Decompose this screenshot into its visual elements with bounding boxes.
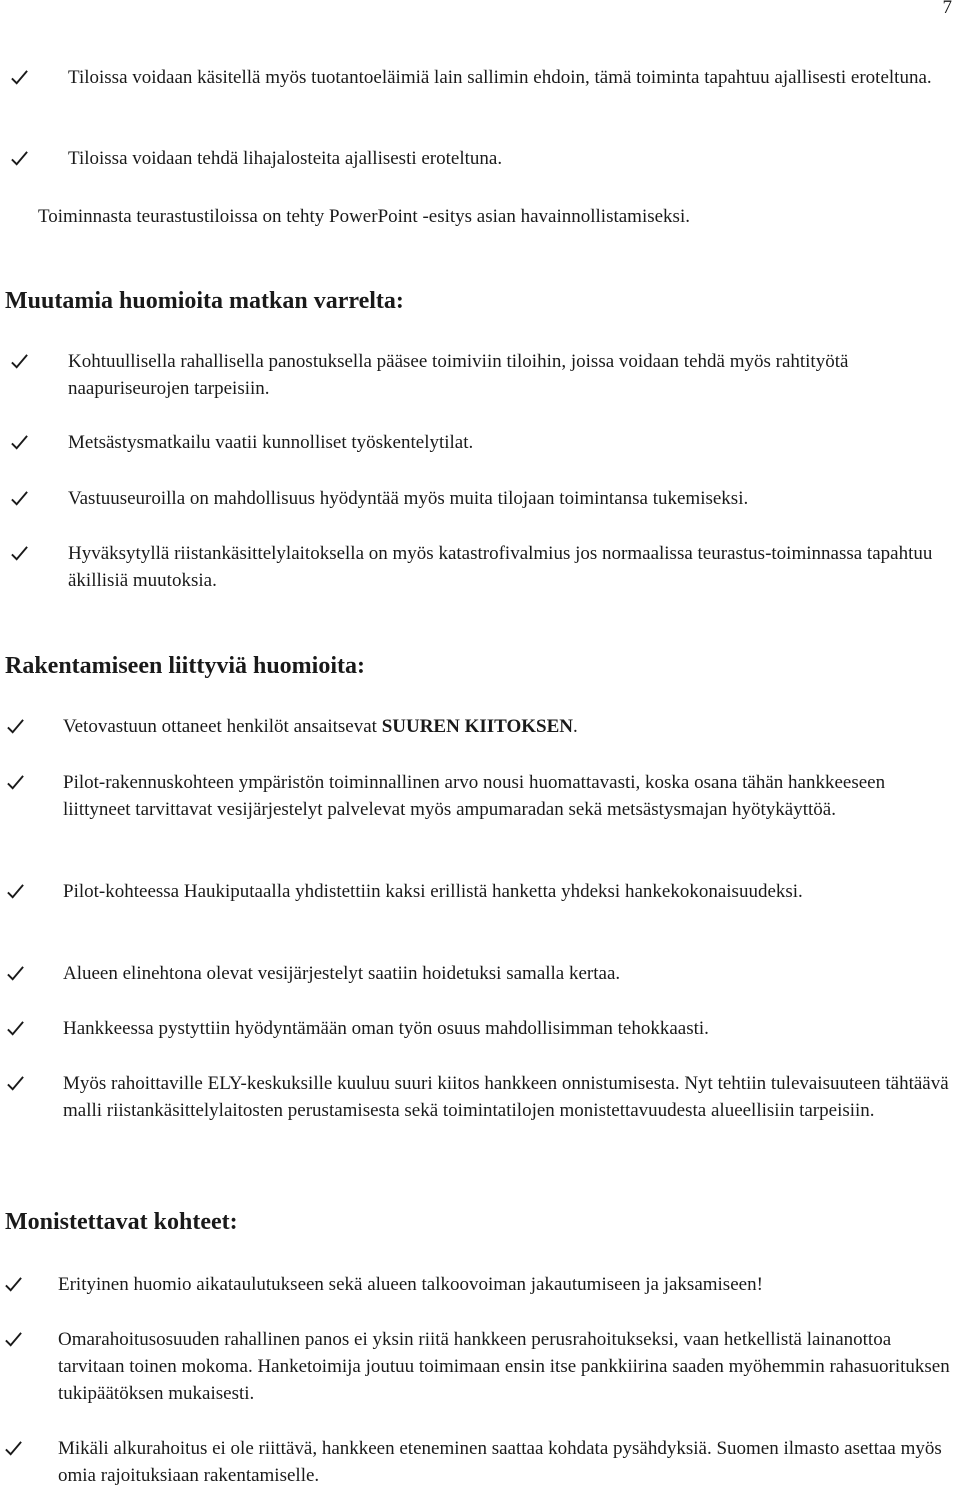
list-item [2, 1070, 952, 1124]
list-item-text: Pilot-kohteessa Haukiputaalla yhdistettiin kaksi erillistä hanketta yhdeksi hankekokonaisuudeksi. [63, 881, 803, 902]
list-item-text: Vastuuseuroilla on mahdollisuus hyödyntää myös muita tilojaan toimintansa tukemiseksi. [68, 488, 749, 509]
list-item-text: Pilot-rakennuskohteen ympäristön toiminnallinen arvo nousi huomattavasti, koska osana tähän hankkeeseen liittyneet tarvittavat vesijärjestelyt palvelevat myös ampumaradan sekä metsästysmajan hyötykäyttöä. [63, 772, 886, 820]
checkmark-icon [0, 1271, 26, 1298]
list-item [2, 960, 952, 987]
thanks-suffix: . [573, 716, 578, 737]
list-item [6, 64, 951, 91]
section-heading-construction: Rakentamiseen liittyviä huomioita: [5, 653, 365, 679]
checkmark-icon [2, 713, 28, 740]
checkmark-icon [0, 1326, 26, 1353]
list-item-text: Erityinen huomio aikataulutukseen sekä alueen talkoovoiman jakautumiseen ja jaksamiseen! [58, 1274, 763, 1295]
list-item [0, 1435, 952, 1489]
intro-note: Toiminnasta teurastustiloissa on tehty PowerPoint -esitys asian havainnollistamiseksi. [38, 206, 690, 227]
checkmark-icon [6, 64, 32, 91]
list-item-text: Mikäli alkurahoitus ei ole riittävä, hankkeen eteneminen saattaa kohdata pysähdyksiä. Suomen ilmasto asettaa myös omia rajoituksiaan rakentamiselle. [58, 1438, 942, 1486]
list-item [2, 769, 952, 823]
checkmark-icon [6, 485, 32, 512]
list-item [6, 348, 951, 402]
list-item-text: Kohtuullisella rahallisella panostuksella pääsee toimiviin tiloihin, joissa voidaan tehdä myös rahtityötä naapuriseurojen tarpeisiin. [68, 351, 849, 399]
checkmark-icon [0, 1435, 26, 1462]
list-item-text: Metsästysmatkailu vaatii kunnolliset työskentelytilat. [68, 432, 474, 453]
checkmark-icon [2, 1070, 28, 1097]
list-item [2, 878, 952, 905]
checkmark-icon [6, 429, 32, 456]
page-number: 7 [942, 0, 952, 18]
list-item-text: Omarahoitusosuuden rahallinen panos ei yksin riitä hankkeen perusrahoitukseksi, vaan hetkellistä lainanottoa tarvitaan toinen mokoma. Hanketoimija joutuu toimimaan ensin itse pankkiirina saaden myöhemmin rahasuorituksen tukipäätöksen mukaisesti. [58, 1329, 950, 1404]
thanks-emphasis: SUUREN KIITOKSEN [381, 716, 573, 737]
list-item [6, 145, 951, 172]
list-item-text: Alueen elinehtona olevat vesijärjestelyt saatiin hoidetuksi samalla kertaa. [63, 963, 621, 984]
list-item [6, 540, 951, 594]
checkmark-icon [2, 960, 28, 987]
list-item-text: Myös rahoittaville ELY-keskuksille kuuluu suuri kiitos hankkeen onnistumisesta. Nyt tehtiin tulevaisuuteen tähtäävä malli riistankäsittelylaitosten perustamisesta sekä toimintatilojen monistettavuudesta alueellisiin tarpeisiin. [63, 1073, 949, 1121]
list-item-text [2, 713, 952, 740]
list-item [6, 485, 951, 512]
checkmark-icon [2, 1015, 28, 1042]
thanks-prefix: Vetovastuun ottaneet henkilöt ansaitsevat [63, 716, 382, 737]
section-heading-observations: Muutamia huomioita matkan varrelta: [5, 288, 404, 314]
list-item [6, 429, 951, 456]
list-item [2, 1015, 952, 1042]
checkmark-icon [6, 145, 32, 172]
list-item-text: Tiloissa voidaan tehdä lihajalosteita ajallisesti eroteltuna. [68, 148, 503, 169]
checkmark-icon [2, 769, 28, 796]
checkmark-icon [2, 878, 28, 905]
checkmark-icon [6, 540, 32, 567]
list-item [0, 1326, 952, 1407]
checkmark-icon [6, 348, 32, 375]
list-item [0, 1271, 952, 1298]
list-item-text: Tiloissa voidaan käsitellä myös tuotantoeläimiä lain sallimin ehdoin, tämä toiminta tapahtuu ajallisesti eroteltuna. [68, 67, 932, 88]
list-item-text: Hyväksytyllä riistankäsittelylaitoksella on myös katastrofivalmius jos normaalissa teurastus-toiminnassa tapahtuu äkillisiä muutoksia. [68, 543, 933, 591]
section-heading-replicable: Monistettavat kohteet: [5, 1209, 238, 1235]
list-item [2, 713, 952, 740]
list-item-text: Hankkeessa pystyttiin hyödyntämään oman työn osuus mahdollisimman tehokkaasti. [63, 1018, 709, 1039]
